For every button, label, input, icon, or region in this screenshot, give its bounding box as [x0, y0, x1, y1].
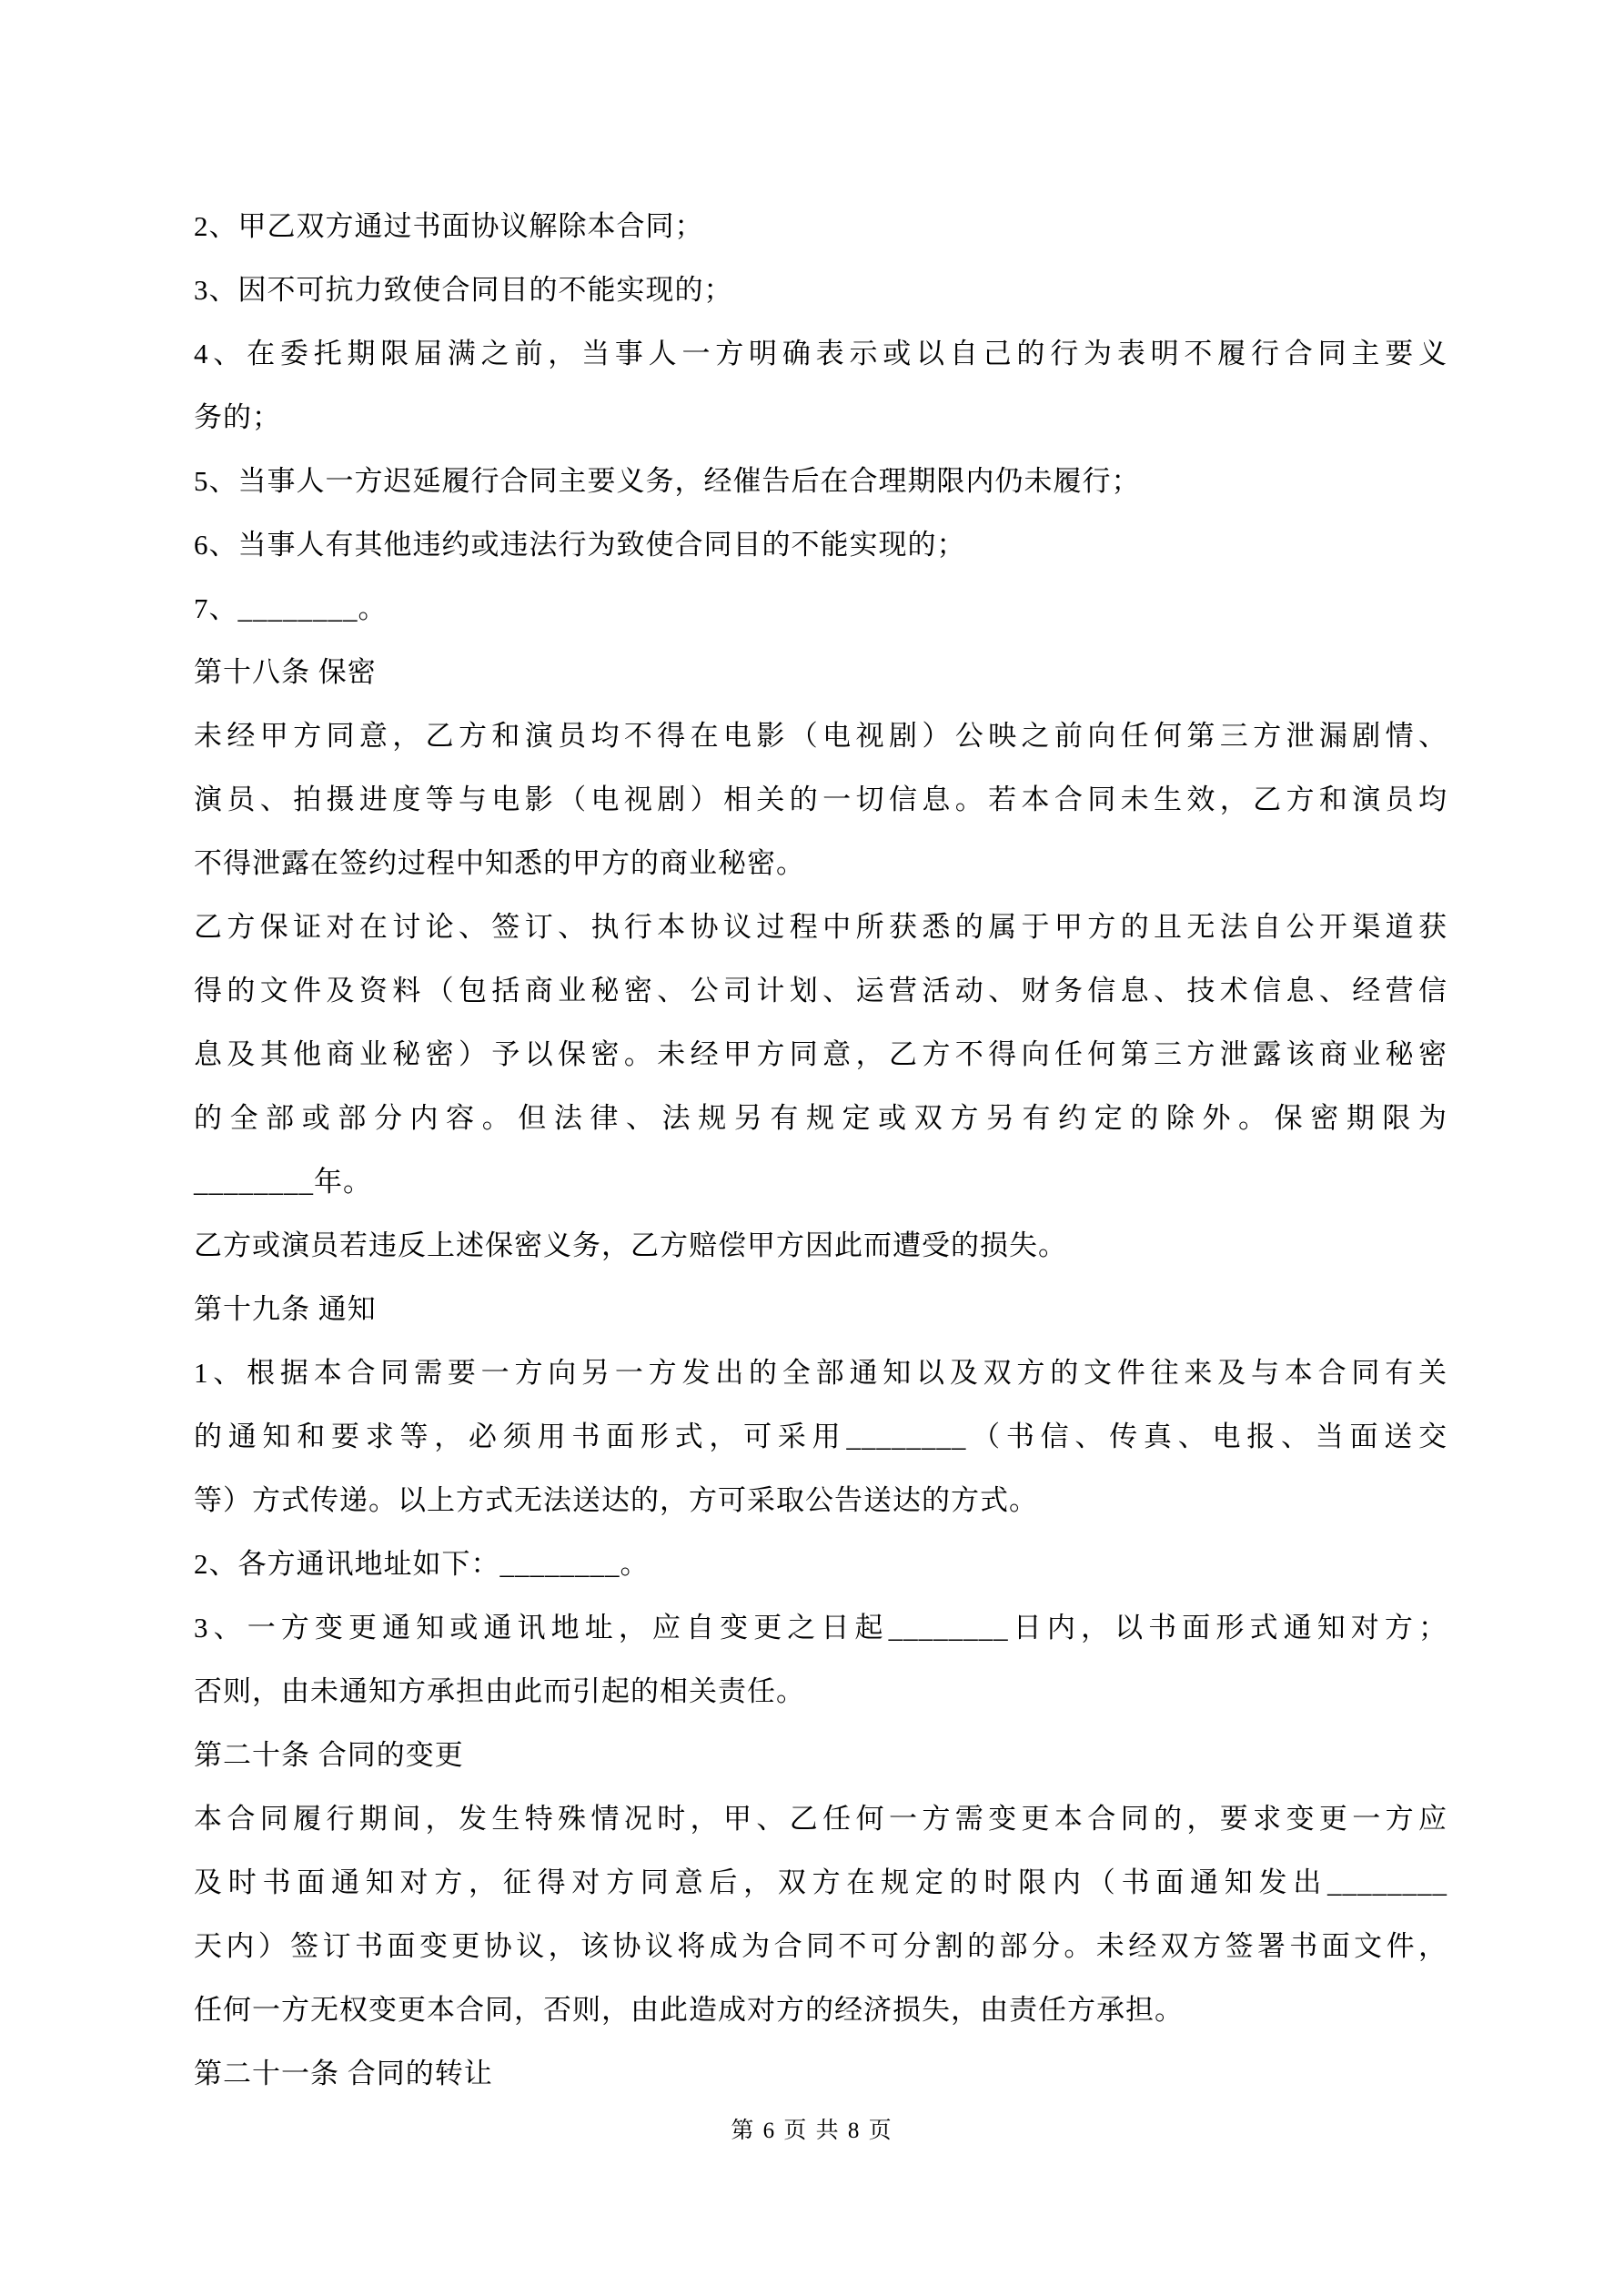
notice-change-line: 3、一方变更通知或通讯地址，应自变更之日起________日内，以书面形式通知对方； [194, 1612, 1447, 1644]
termination-condition-item: 4、在委托期限届满之前，当事人一方明确表示或以自己的行为表明不履行合同主要义 [194, 338, 1447, 369]
clause-18-heading: 第十八条 保密 [194, 656, 377, 688]
notice-address-line: 2、各方通讯地址如下：________。 [194, 1548, 650, 1580]
confidentiality-paragraph-line: 演员、拍摄进度等与电影（电视剧）相关的一切信息。若本合同未生效，乙方和演员均 [194, 784, 1447, 815]
clause-19-heading: 第十九条 通知 [194, 1293, 377, 1325]
termination-condition-item: 3、因不可抗力致使合同目的不能实现的； [194, 274, 733, 306]
amendment-paragraph-line: 本合同履行期间，发生特殊情况时，甲、乙任何一方需变更本合同的，要求变更一方应 [194, 1803, 1447, 1835]
page-number-footer: 第 6 页 共 8 页 [731, 2119, 893, 2143]
notice-paragraph-line: 等）方式传递。以上方式无法送达的，方可采取公告送达的方式。 [194, 1484, 1038, 1516]
termination-condition-item-continued: 务的； [194, 401, 281, 433]
termination-condition-item: 2、甲乙双方通过书面协议解除本合同； [194, 210, 704, 242]
confidentiality-term-blank-line: ________年。 [194, 1166, 372, 1198]
contract-body [194, 195, 1447, 2106]
notice-change-line-continued: 否则，由未通知方承担由此而引起的相关责任。 [194, 1675, 805, 1707]
amendment-paragraph-line: 及时书面通知对方，征得对方同意后，双方在规定的时限内（书面通知发出________ [194, 1866, 1447, 1898]
confidentiality-liability-line: 乙方或演员若违反上述保密义务，乙方赔偿甲方因此而遭受的损失。 [194, 1229, 1067, 1261]
confidentiality-paragraph-line: 乙方保证对在讨论、签订、执行本协议过程中所获悉的属于甲方的且无法自公开渠道获 [194, 911, 1447, 943]
amendment-paragraph-line: 任何一方无权变更本合同，否则，由此造成对方的经济损失，由责任方承担。 [194, 1994, 1184, 2026]
termination-condition-item: 5、当事人一方迟延履行合同主要义务，经催告后在合理期限内仍未履行； [194, 465, 1141, 497]
notice-paragraph-line: 1、根据本合同需要一方向另一方发出的全部通知以及双方的文件往来及与本合同有关 [194, 1357, 1447, 1389]
confidentiality-paragraph-line: 不得泄露在签约过程中知悉的甲方的商业秘密。 [194, 847, 805, 879]
termination-condition-item: 6、当事人有其他违约或违法行为致使合同目的不能实现的； [194, 529, 966, 561]
confidentiality-paragraph-line: 的全部或部分内容。但法律、法规另有规定或双方另有约定的除外。保密期限为 [194, 1102, 1447, 1134]
termination-condition-item-blank: 7、________。 [194, 592, 388, 624]
confidentiality-paragraph-line: 息及其他商业秘密）予以保密。未经甲方同意，乙方不得向任何第三方泄露该商业秘密 [194, 1038, 1447, 1070]
clause-21-heading: 第二十一条 合同的转让 [194, 2058, 493, 2089]
amendment-paragraph-line: 天内）签订书面变更协议，该协议将成为合同不可分割的部分。未经双方签署书面文件， [194, 1930, 1447, 1962]
clause-20-heading: 第二十条 合同的变更 [194, 1739, 464, 1771]
confidentiality-paragraph-line: 得的文件及资料（包括商业秘密、公司计划、运营活动、财务信息、技术信息、经营信 [194, 975, 1447, 1006]
notice-paragraph-line: 的通知和要求等，必须用书面形式，可采用________（书信、传真、电报、当面送交 [194, 1421, 1447, 1452]
confidentiality-paragraph-line: 未经甲方同意，乙方和演员均不得在电影（电视剧）公映之前向任何第三方泄漏剧情、 [194, 720, 1447, 752]
